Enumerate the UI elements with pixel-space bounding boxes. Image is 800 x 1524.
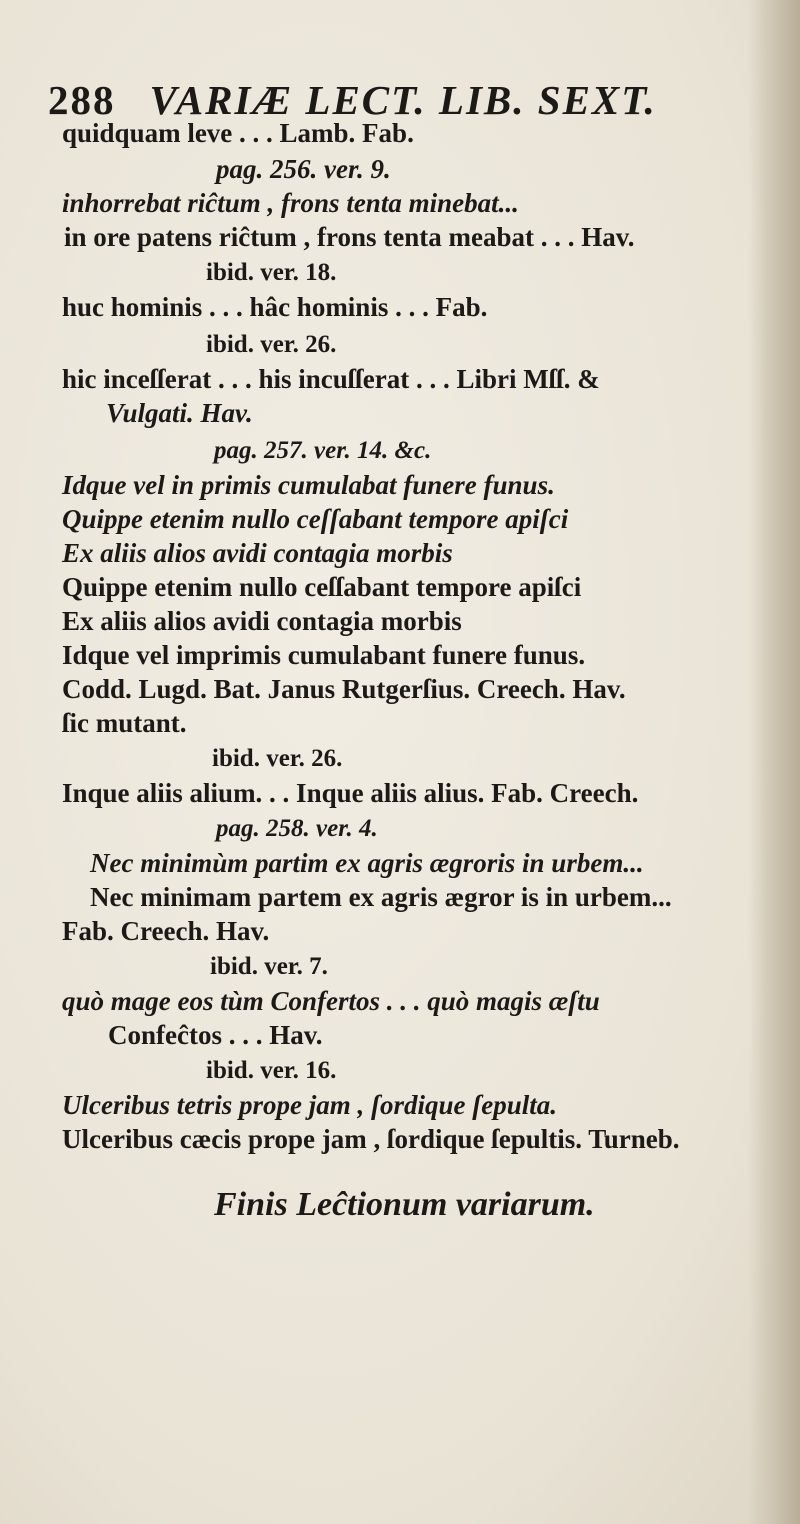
text-line: huc hominis . . . hâc hominis . . . Fab. bbox=[62, 292, 488, 322]
text-line: ibid. ver. 26. bbox=[206, 331, 337, 358]
text-line: ibid. ver. 16. bbox=[206, 1057, 337, 1084]
text-line: quidquam leve . . . Lamb. Fab. bbox=[62, 118, 414, 148]
text-line: ibid. ver. 26. bbox=[212, 745, 343, 772]
text-line: Confeĉtos . . . Hav. bbox=[108, 1020, 323, 1050]
text-line: hic inceſſerat . . . his incuſſerat . . . Libri Mſſ. & bbox=[62, 364, 600, 394]
text-line: Inque aliis alium. . . Inque aliis alius. Fab. Creech. bbox=[62, 778, 639, 808]
text-line: ſic mutant. bbox=[62, 708, 187, 738]
text-line: pag. 257. ver. 14. &c. bbox=[214, 437, 432, 464]
text-line: Idque vel in primis cumulabat funere funus. bbox=[62, 470, 555, 500]
text-line: Nec minimam partem ex agris ægror is in urbem... bbox=[90, 882, 672, 912]
text-line: Quippe etenim nullo ceſſabant tempore apiſci bbox=[62, 572, 582, 602]
text-line: Codd. Lugd. Bat. Janus Rutgerſius. Creech. Hav. bbox=[62, 674, 626, 704]
text-line: pag. 258. ver. 4. bbox=[216, 815, 378, 842]
text-line: Ulceribus cæcis prope jam , ſordique ſepultis. Turneb. bbox=[62, 1124, 680, 1154]
text-line: inhorrebat riĉtum , frons tenta minebat... bbox=[62, 188, 519, 218]
page-number: 288 bbox=[48, 77, 116, 123]
running-header bbox=[48, 76, 748, 124]
text-line: Quippe etenim nullo ceſſabant tempore apiſci bbox=[62, 504, 569, 534]
text-line: Ex aliis alios avidi contagia morbis bbox=[62, 606, 462, 636]
text-line: Vulgati. Hav. bbox=[106, 398, 253, 428]
text-line: Idque vel imprimis cumulabant funere funus. bbox=[62, 640, 586, 670]
text-line: ibid. ver. 7. bbox=[210, 953, 328, 980]
running-title: VARIÆ LECT. LIB. SEXT. bbox=[149, 77, 657, 123]
text-line: in ore patens riĉtum , frons tenta meabat . . . Hav. bbox=[64, 222, 635, 252]
text-line: Fab. Creech. Hav. bbox=[62, 916, 270, 946]
text-line: Nec minimùm partim ex agris ægroris in urbem... bbox=[90, 848, 644, 878]
text-line: Ex aliis alios avidi contagia morbis bbox=[62, 538, 453, 568]
text-line: quò mage eos tùm Confertos . . . quò magis æſtu bbox=[62, 986, 600, 1016]
text-line: ibid. ver. 18. bbox=[206, 259, 337, 286]
text-line: Ulceribus tetris prope jam , ſordique ſepulta. bbox=[62, 1090, 557, 1120]
finis-line: Finis Leĉtionum variarum. bbox=[214, 1186, 595, 1223]
text-line: pag. 256. ver. 9. bbox=[216, 154, 391, 184]
page-gutter-edge bbox=[748, 0, 800, 1524]
